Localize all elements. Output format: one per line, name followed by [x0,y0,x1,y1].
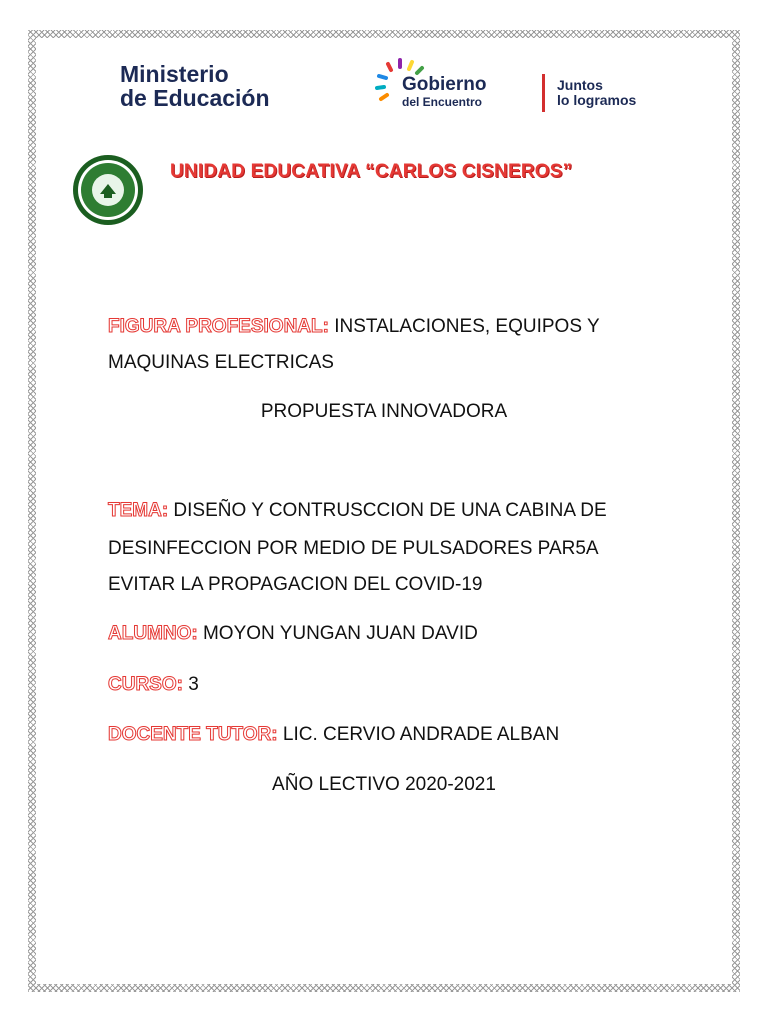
curso-label: CURSO: [108,674,183,695]
gobierno-subtitle: del Encuentro [402,95,483,109]
figura-label: FIGURA PROFESIONAL: [108,316,329,337]
curso-value: 3 [182,674,199,695]
figura-value-2: MAQUINAS ELECTRICAS [108,352,334,373]
alumno-label: ALUMNO: [108,623,198,644]
tema-value-2: DESINFECCION POR MEDIO DE PULSADORES PAR5A [108,538,599,559]
alumno-value: MOYON YUNGAN JUAN DAVID [197,623,478,644]
tema-line1 [108,493,668,529]
gobierno-title: Gobierno [402,74,487,95]
curso-line [108,667,668,703]
propuesta-title: PROPUESTA INNOVADORA [260,401,508,422]
docente-label: DOCENTE TUTOR: [108,724,278,745]
ministry-line1: Ministerio [120,61,229,87]
school-seal-icon [72,154,144,226]
slogan-line2: lo logramos [557,92,637,108]
tema-value-3: EVITAR LA PROPAGACION DEL COVID-19 [108,574,483,595]
alumno-line [108,616,668,652]
figura-line1 [108,309,668,345]
slogan-line1: Juntos [557,77,603,93]
logo-divider [542,74,545,112]
anio-lectivo: AÑO LECTIVO 2020-2021 [272,774,496,795]
figura-value-1: INSTALACIONES, EQUIPOS Y [328,316,600,337]
tema-label: TEMA: [108,500,169,521]
docente-line [108,717,668,753]
tema-value-1: DISEÑO Y CONTRUSCCION DE UNA CABINA DE [168,500,607,521]
docente-value: LIC. CERVIO ANDRADE ALBAN [277,724,560,745]
ministry-line2: de Educación [120,85,270,111]
ministry-logo [120,62,270,110]
school-name: UNIDAD EDUCATIVA “CARLOS CISNEROS” [170,161,573,182]
slogan [557,78,636,108]
